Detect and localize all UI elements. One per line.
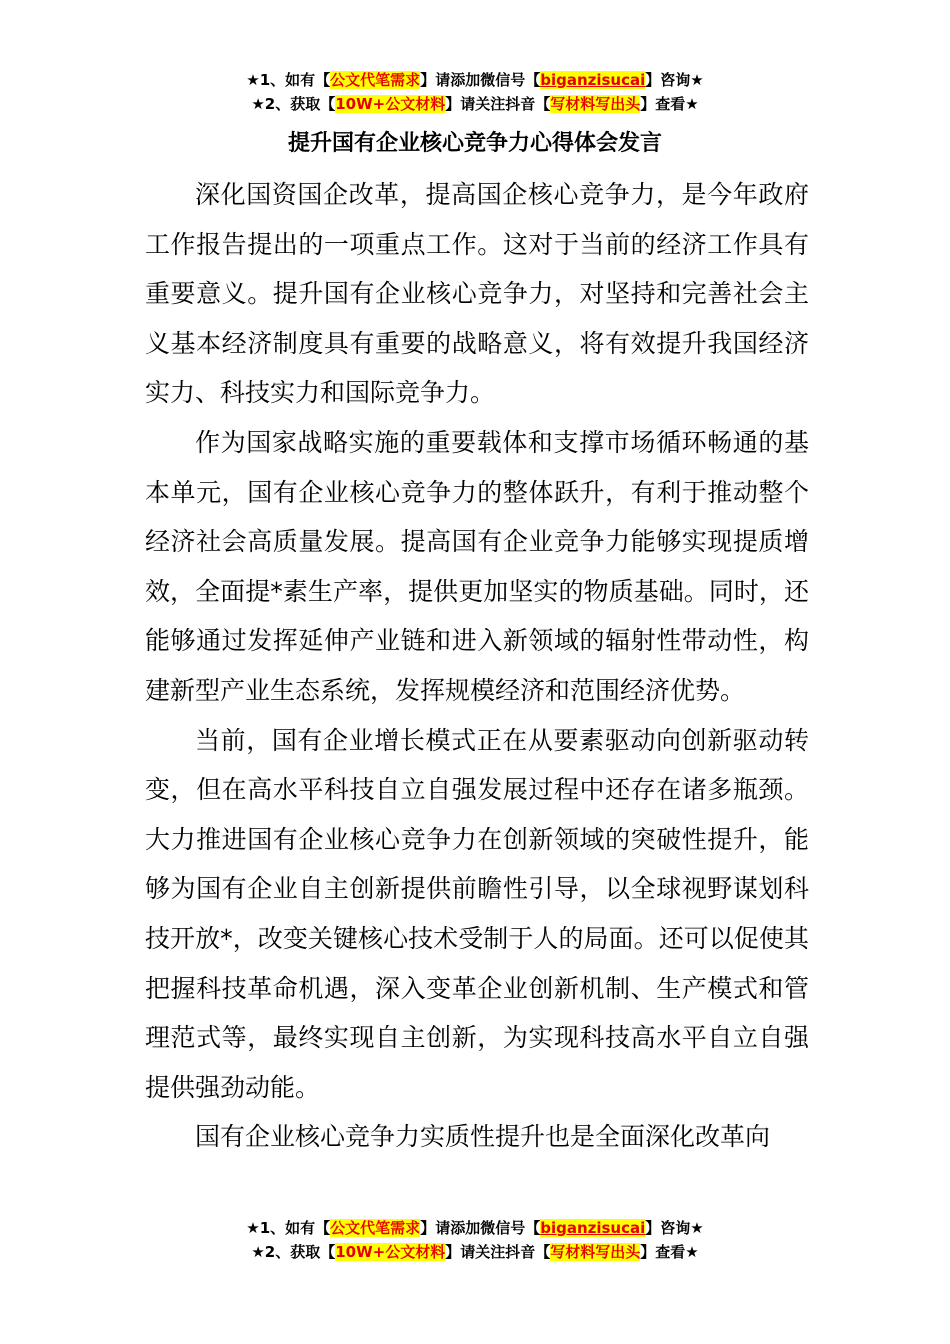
banner-highlight: 10W+公文材料 [335,1243,446,1261]
banner-line-1 [0,68,950,92]
banner-highlight: 公文代笔需求 [330,71,421,89]
banner-highlight: 10W+公文材料 [335,95,446,113]
banner-text: 】请关注抖音【 [445,95,551,113]
footer-banner [0,1216,950,1264]
paragraph: 作为国家战略实施的重要载体和支撑市场循环畅通的基本单元，国有企业核心竞争力的整体跃升，有利于推动整个经济社会高质量发展。提高国有企业竞争力能够实现提质增效，全面提*素生产率，提供更加坚实的物质基础。同时，还能够通过发挥延伸产业链和进入新领域的辐射性带动性，构建新型产业生态系统，发挥规模经济和范围经济优势。 [145,427,809,705]
header-banner [0,68,950,116]
banner-text: 】咨询★ [645,1219,704,1237]
douyin-id-highlight: 写材料写出头 [550,95,641,113]
banner-line-2 [0,1240,950,1264]
banner-text: 】查看★ [640,95,699,113]
banner-highlight: 公文代笔需求 [330,1219,421,1237]
document-body [145,170,809,1162]
banner-text: ★2、获取【 [251,95,336,113]
paragraph: 当前，国有企业增长模式正在从要素驱动向创新驱动转变，但在高水平科技自立自强发展过程中还存在诸多瓶颈。大力推进国有企业核心竞争力在创新领域的突破性提升，能够为国有企业自主创新提供前瞻性引导，以全球视野谋划科技开放*，改变关键核心技术受制于人的局面。还可以促使其把握科技革命机遇，深入变革企业创新机制、生产模式和管理范式等，最终实现自主创新，为实现科技高水平自立自强提供强劲动能。 [145,725,809,1102]
banner-line-1 [0,1216,950,1240]
banner-text: ★2、获取【 [251,1243,336,1261]
banner-text: ★1、如有【 [246,71,331,89]
paragraph: 国有企业核心竞争力实质性提升也是全面深化改革向 [195,1122,771,1152]
banner-text: 】查看★ [640,1243,699,1261]
paragraph: 深化国资国企改革，提高国企核心竞争力，是今年政府工作报告提出的一项重点工作。这对于当前的经济工作具有重要意义。提升国有企业核心竞争力，对坚持和完善社会主义基本经济制度具有重要的战略意义，将有效提升我国经济实力、科技实力和国际竞争力。 [145,180,809,408]
banner-text: 】请添加微信号【 [420,71,541,89]
banner-text: 】请添加微信号【 [420,1219,541,1237]
banner-line-2 [0,92,950,116]
wechat-id-highlight: biganzisucai [540,1219,646,1237]
wechat-id-highlight: biganzisucai [540,71,646,89]
banner-text: 】咨询★ [645,71,704,89]
banner-text: 】请关注抖音【 [445,1243,551,1261]
banner-text: ★1、如有【 [246,1219,331,1237]
douyin-id-highlight: 写材料写出头 [550,1243,641,1261]
document-title: 提升国有企业核心竞争力心得体会发言 [287,131,662,156]
